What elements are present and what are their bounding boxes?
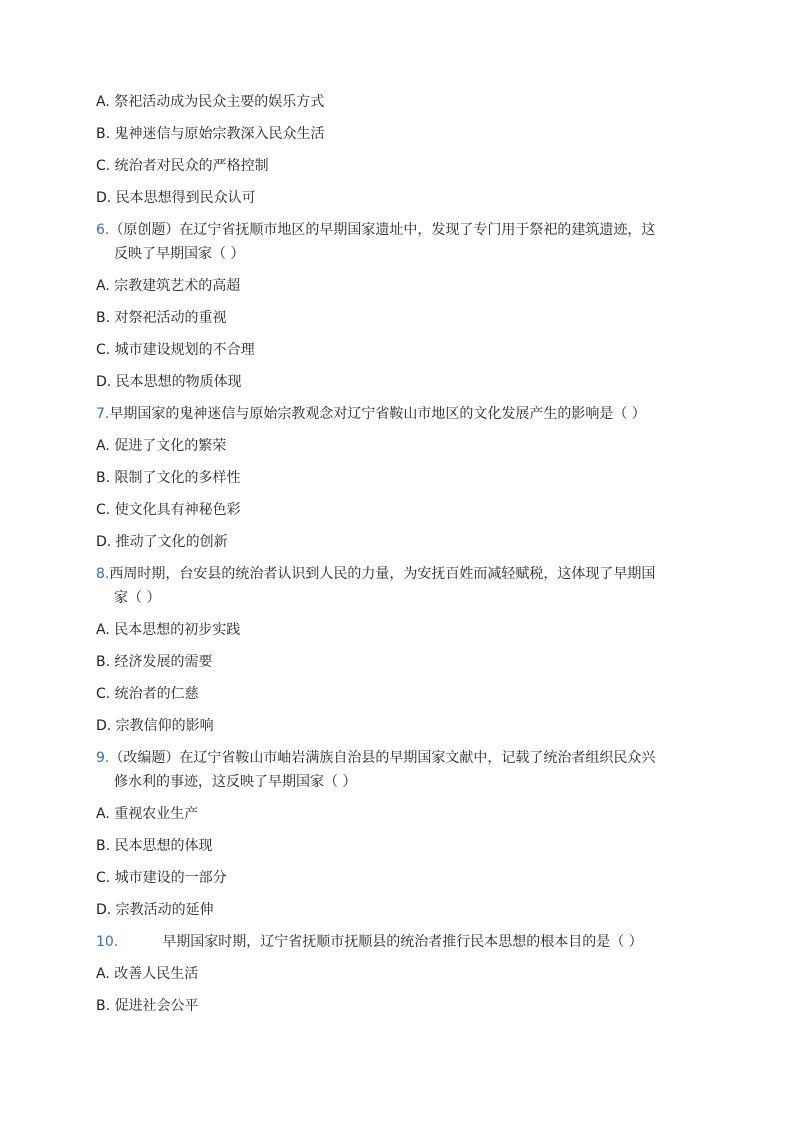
option-line: B. 民本思想的体现	[96, 838, 213, 854]
question-9	[96, 746, 706, 794]
option-line: D. 民本思想得到民众认可	[96, 190, 256, 206]
question-text: （原创题）在辽宁省抚顺市地区的早期国家遗址中，发现了专门用于祭祀的建筑遗迹，这	[109, 222, 656, 238]
option-line: B. 限制了文化的多样性	[96, 470, 241, 486]
question-text: 早期国家的鬼神迷信与原始宗教观念对辽宁省鞍山市地区的文化发展产生的影响是（ ）	[109, 406, 646, 422]
option-line: A. 民本思想的初步实践	[96, 622, 241, 638]
option-line: A. 重视农业生产	[96, 806, 199, 822]
option-line: B. 促进社会公平	[96, 998, 199, 1014]
question-text: 反映了早期国家（ ）	[114, 246, 245, 262]
question-number: 6.	[96, 222, 110, 238]
question-content	[96, 90, 706, 1026]
option-line: D. 民本思想的物质体现	[96, 374, 242, 390]
option-line: A. 促进了文化的繁荣	[96, 438, 227, 454]
option-line: A. 改善人民生活	[96, 966, 199, 982]
option-line: C. 城市建设规划的不合理	[96, 342, 255, 358]
question-text: （改编题）在辽宁省鞍山市岫岩满族自治县的早期国家文献中，记载了统治者组织民众兴	[109, 750, 656, 766]
option-line: D. 推动了文化的创新	[96, 534, 228, 550]
option-line: A. 宗教建筑艺术的高超	[96, 278, 241, 294]
option-line: A. 祭祀活动成为民众主要的娱乐方式	[96, 94, 325, 110]
option-line: B. 对祭祀活动的重视	[96, 310, 227, 326]
question-8	[96, 562, 706, 610]
question-number: 10.	[96, 934, 119, 950]
option-line: C. 使文化具有神秘色彩	[96, 502, 241, 518]
question-text: 家（ ）	[114, 590, 161, 606]
question-number: 7.	[96, 406, 110, 422]
question-6	[96, 218, 706, 266]
question-number: 9.	[96, 750, 110, 766]
option-line: D. 宗教信仰的影响	[96, 718, 214, 734]
question-number: 8.	[96, 566, 110, 582]
option-line: B. 鬼神迷信与原始宗教深入民众生活	[96, 126, 325, 142]
option-line: D. 宗教活动的延伸	[96, 902, 214, 918]
question-7	[96, 402, 706, 426]
question-text: 西周时期，台安县的统治者认识到人民的力量，为安抚百姓而减轻赋税，这体现了早期国	[109, 566, 656, 582]
option-line: C. 统治者的仁慈	[96, 686, 199, 702]
question-text: 早期国家时期，辽宁省抚顺市抚顺县的统治者推行民本思想的根本目的是（ ）	[162, 934, 643, 950]
option-line: C. 城市建设的一部分	[96, 870, 227, 886]
question-text: 修水利的事迹，这反映了早期国家（ ）	[114, 774, 357, 790]
question-10	[96, 930, 706, 954]
option-line: C. 统治者对民众的严格控制	[96, 158, 269, 174]
option-line: B. 经济发展的需要	[96, 654, 213, 670]
